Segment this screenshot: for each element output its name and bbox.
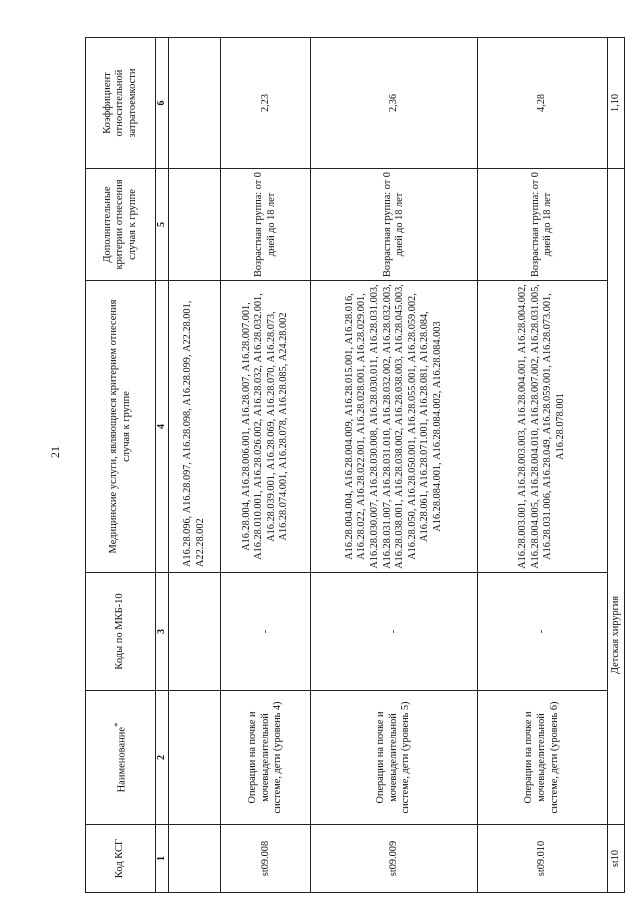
section-row <box>607 38 624 893</box>
cell-code <box>169 825 221 893</box>
header-name-footnote-mark: * <box>112 722 123 727</box>
cell-criteria <box>169 169 221 281</box>
table-row <box>477 38 607 893</box>
cell-mkb: - <box>477 573 607 691</box>
cell-mkb <box>169 573 221 691</box>
column-number-row <box>156 38 169 893</box>
cell-criteria: Возрастная группа: от 0 дней до 18 лет <box>477 169 607 281</box>
cell-name <box>169 691 221 825</box>
column-number: 1 <box>156 825 169 893</box>
cell-services: А16.28.004, А16.28.006.001, А16.28.007, А16.28.007.001, А16.28.010.001, А16.28.026.002, А16.28.032, А16.28.032.001, А16.28.039.001, А16.28.069, А16.28.070, А16.28.073, А16.28.074.001, А16.28.078, А16.28.085, А24.28.002 <box>221 281 311 573</box>
header-name <box>86 691 156 825</box>
header-code: Код КСГ <box>86 825 156 893</box>
cell-coefficient <box>169 38 221 169</box>
header-coefficient: Коэффициент относительной затратоемкости <box>86 38 156 169</box>
rotated-page <box>85 0 625 905</box>
header-services: Медицинские услуги, являющиеся критерием отнесения случая к группе <box>86 281 156 573</box>
header-mkb: Коды по МКБ-10 <box>86 573 156 691</box>
cell-mkb: - <box>311 573 477 691</box>
cell-name: Операции на почке и мочевыделительной системе, дети (уровень 5) <box>311 691 477 825</box>
cell-mkb: - <box>221 573 311 691</box>
column-number: 3 <box>156 573 169 691</box>
ksg-table <box>85 37 625 893</box>
cell-name: Операции на почке и мочевыделительной системе, дети (уровень 4) <box>221 691 311 825</box>
cell-coefficient: 2,36 <box>311 38 477 169</box>
cell-criteria: Возрастная группа: от 0 дней до 18 лет <box>221 169 311 281</box>
column-number: 6 <box>156 38 169 169</box>
header-row <box>86 38 156 893</box>
cell-services: А16.28.003.001, А16.28.003.003, А16.28.004.001, А16.28.004.002, А16.28.004.005, А16.28.004.010, А16.28.007.002, А16.28.031.005, А16.28.031.006, А16.28.049, А16.28.059.001, А16.28.073.001, А16.28.078.001 <box>477 281 607 573</box>
page-number: 21 <box>48 446 62 458</box>
cell-code: st09.010 <box>477 825 607 893</box>
table-row <box>221 38 311 893</box>
cell-services: А16.28.096, А16.28.097, А16.28.098, А16.28.099, А22.28.001, А22.28.002 <box>169 281 221 573</box>
column-number: 2 <box>156 691 169 825</box>
table-row-continuation <box>169 38 221 893</box>
cell-coefficient: 2,23 <box>221 38 311 169</box>
cell-name: Операции на почке и мочевыделительной системе, дети (уровень 6) <box>477 691 607 825</box>
section-coefficient: 1,10 <box>607 38 624 169</box>
column-number: 5 <box>156 169 169 281</box>
header-criteria: Дополнительные критерии отнесения случая к группе <box>86 169 156 281</box>
section-code: st10 <box>607 825 624 893</box>
cell-coefficient: 4,28 <box>477 38 607 169</box>
cell-services: А16.28.004.004, А16.28.004.009, А16.28.015.001, А16.28.016, А16.28.022, А16.28.022.001, А16.28.028.001, А16.28.029.001, А16.28.030.007, А16.28.030.008, А16.28.030.011, А16.28.031.003, А16.28.031.007, А16.28.031.010, А16.28.032.002, А16.28.032.003, А16.28.038.001, А16.28.038.002, А16.28.038.003, А16.28.045.003, А16.28.050, А16.28.050.001, А16.28.055.001, А16.28.059.002, А16.28.061, А16.28.071.001, А16.28.081, А16.28.084, А16.28.084.001, А16.28.084.002, А16.28.084.003 <box>311 281 477 573</box>
column-number: 4 <box>156 281 169 573</box>
cell-code: st09.009 <box>311 825 477 893</box>
header-name-text: Наименование <box>116 726 128 793</box>
table-row <box>311 38 477 893</box>
section-name: Детская хирургия <box>607 169 624 825</box>
cell-criteria: Возрастная группа: от 0 дней до 18 лет <box>311 169 477 281</box>
cell-code: st09.008 <box>221 825 311 893</box>
